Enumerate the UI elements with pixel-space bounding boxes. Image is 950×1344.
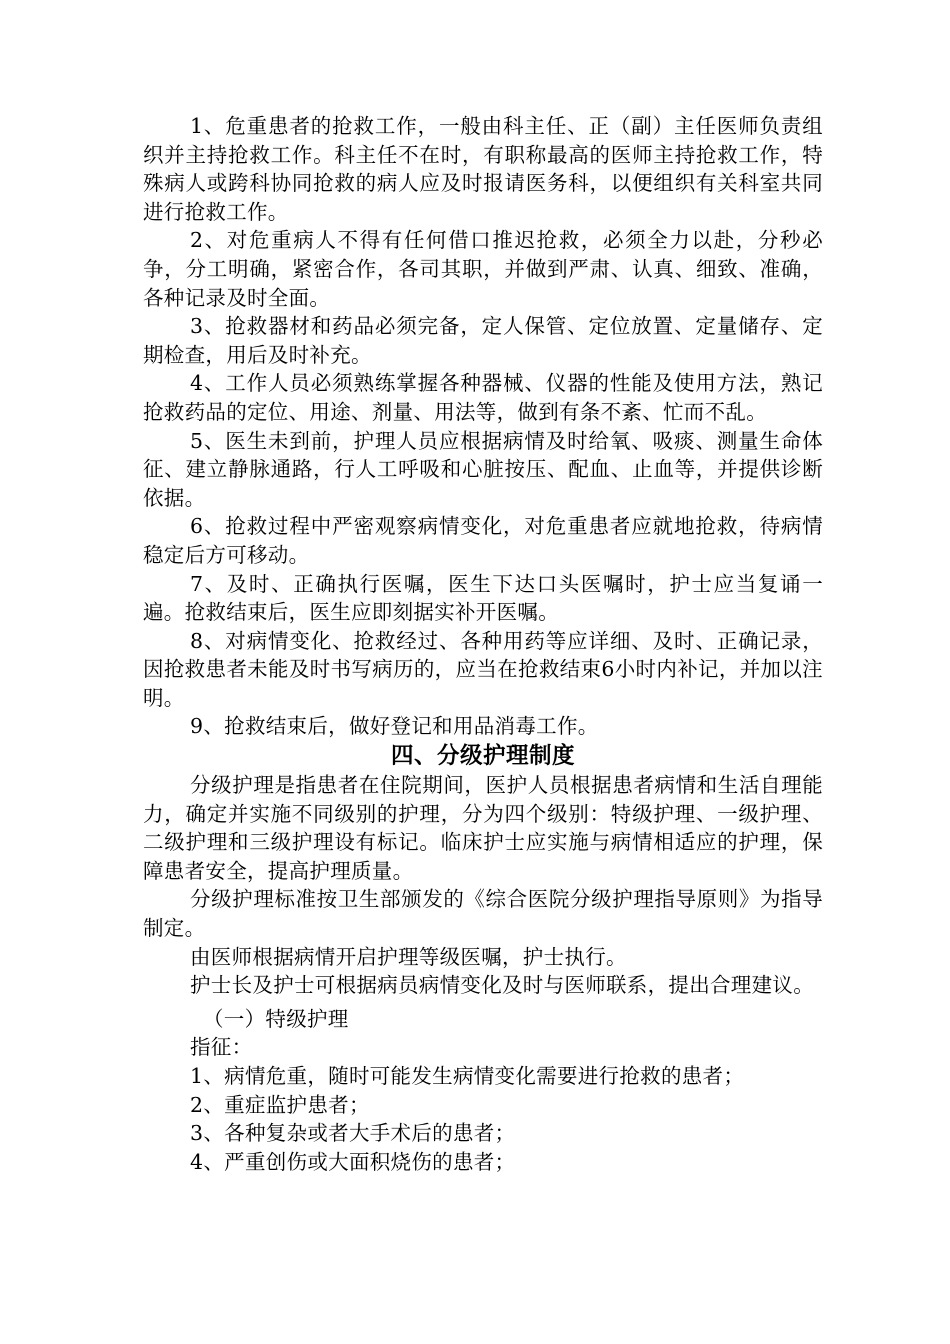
section-paragraph-1: 分级护理是指患者在住院期间，医护人员根据患者病情和生活自理能力，确定并实施不同级别的护理，分为四个级别：特级护理、一级护理、二级护理和三级护理设有标记。临床护士应实施与病情相适应的护理，保障患者安全，提高护理质量。 <box>143 773 823 883</box>
rescue-rule-1: 1、危重患者的抢救工作，一般由科主任、正（副）主任医师负责组织并主持抢救工作。科主任不在时，有职称最高的医师主持抢救工作，特殊病人或跨科协同抢救的病人应及时报请医务科，以便组织有关科室共同进行抢救工作。 <box>143 114 823 224</box>
indication-item-1: 1、病情危重，随时可能发生病情变化需要进行抢救的患者； <box>190 1064 745 1088</box>
section-heading: 四、分级护理制度 <box>390 743 575 770</box>
indications-label: 指征： <box>190 1035 253 1060</box>
rescue-rule-7: 7、及时、正确执行医嘱，医生下达口头医嘱时，护士应当复诵一遍。抢救结束后，医生应即刻据实补开医嘱。 <box>143 571 823 625</box>
section-paragraph-4: 护士长及护士可根据病员病情变化及时与医师联系，提出合理建议。 <box>190 973 814 998</box>
rescue-rule-2: 2、对危重病人不得有任何借口推迟抢救，必须全力以赴，分秒必争，分工明确，紧密合作，各司其职，并做到严肃、认真、细致、准确，各种记录及时全面。 <box>143 228 823 310</box>
rescue-rule-9: 9、抢救结束后，做好登记和用品消毒工作。 <box>190 714 599 739</box>
rescue-rule-6: 6、抢救过程中严密观察病情变化，对危重患者应就地抢救，待病情稳定后方可移动。 <box>143 514 823 567</box>
rescue-rule-4: 4、工作人员必须熟练掌握各种器械、仪器的性能及使用方法，熟记抢救药品的定位、用途、剂量、用法等，做到有条不紊、忙而不乱。 <box>143 371 823 424</box>
section-paragraph-2: 分级护理标准按卫生部颁发的《综合医院分级护理指导原则》为指导制定。 <box>143 887 823 941</box>
rescue-rule-5: 5、医生未到前，护理人员应根据病情及时给氧、吸痰、测量生命体征、建立静脉通路，行人工呼吸和心脏按压、配血、止血等，并提供诊断依据。 <box>143 428 823 510</box>
subsection-heading: （一）特级护理 <box>203 1006 349 1031</box>
rescue-rule-3: 3、抢救器材和药品必须完备，定人保管、定位放置、定量储存、定期检查，用后及时补充。 <box>143 314 823 367</box>
indication-item-2: 2、重症监护患者； <box>190 1092 370 1117</box>
indication-item-4: 4、严重创伤或大面积烧伤的患者； <box>190 1149 516 1174</box>
section-paragraph-3: 由医师根据病情开启护理等级医嘱，护士执行。 <box>190 944 627 969</box>
document-body <box>143 112 823 1176</box>
rescue-rule-8: 8、对病情变化、抢救经过、各种用药等应详细、及时、正确记录，因抢救患者未能及时书写病历的，应当在抢救结束6小时内补记，并加以注明。 <box>143 628 823 710</box>
indication-item-3: 3、各种复杂或者大手术后的患者； <box>190 1121 516 1146</box>
